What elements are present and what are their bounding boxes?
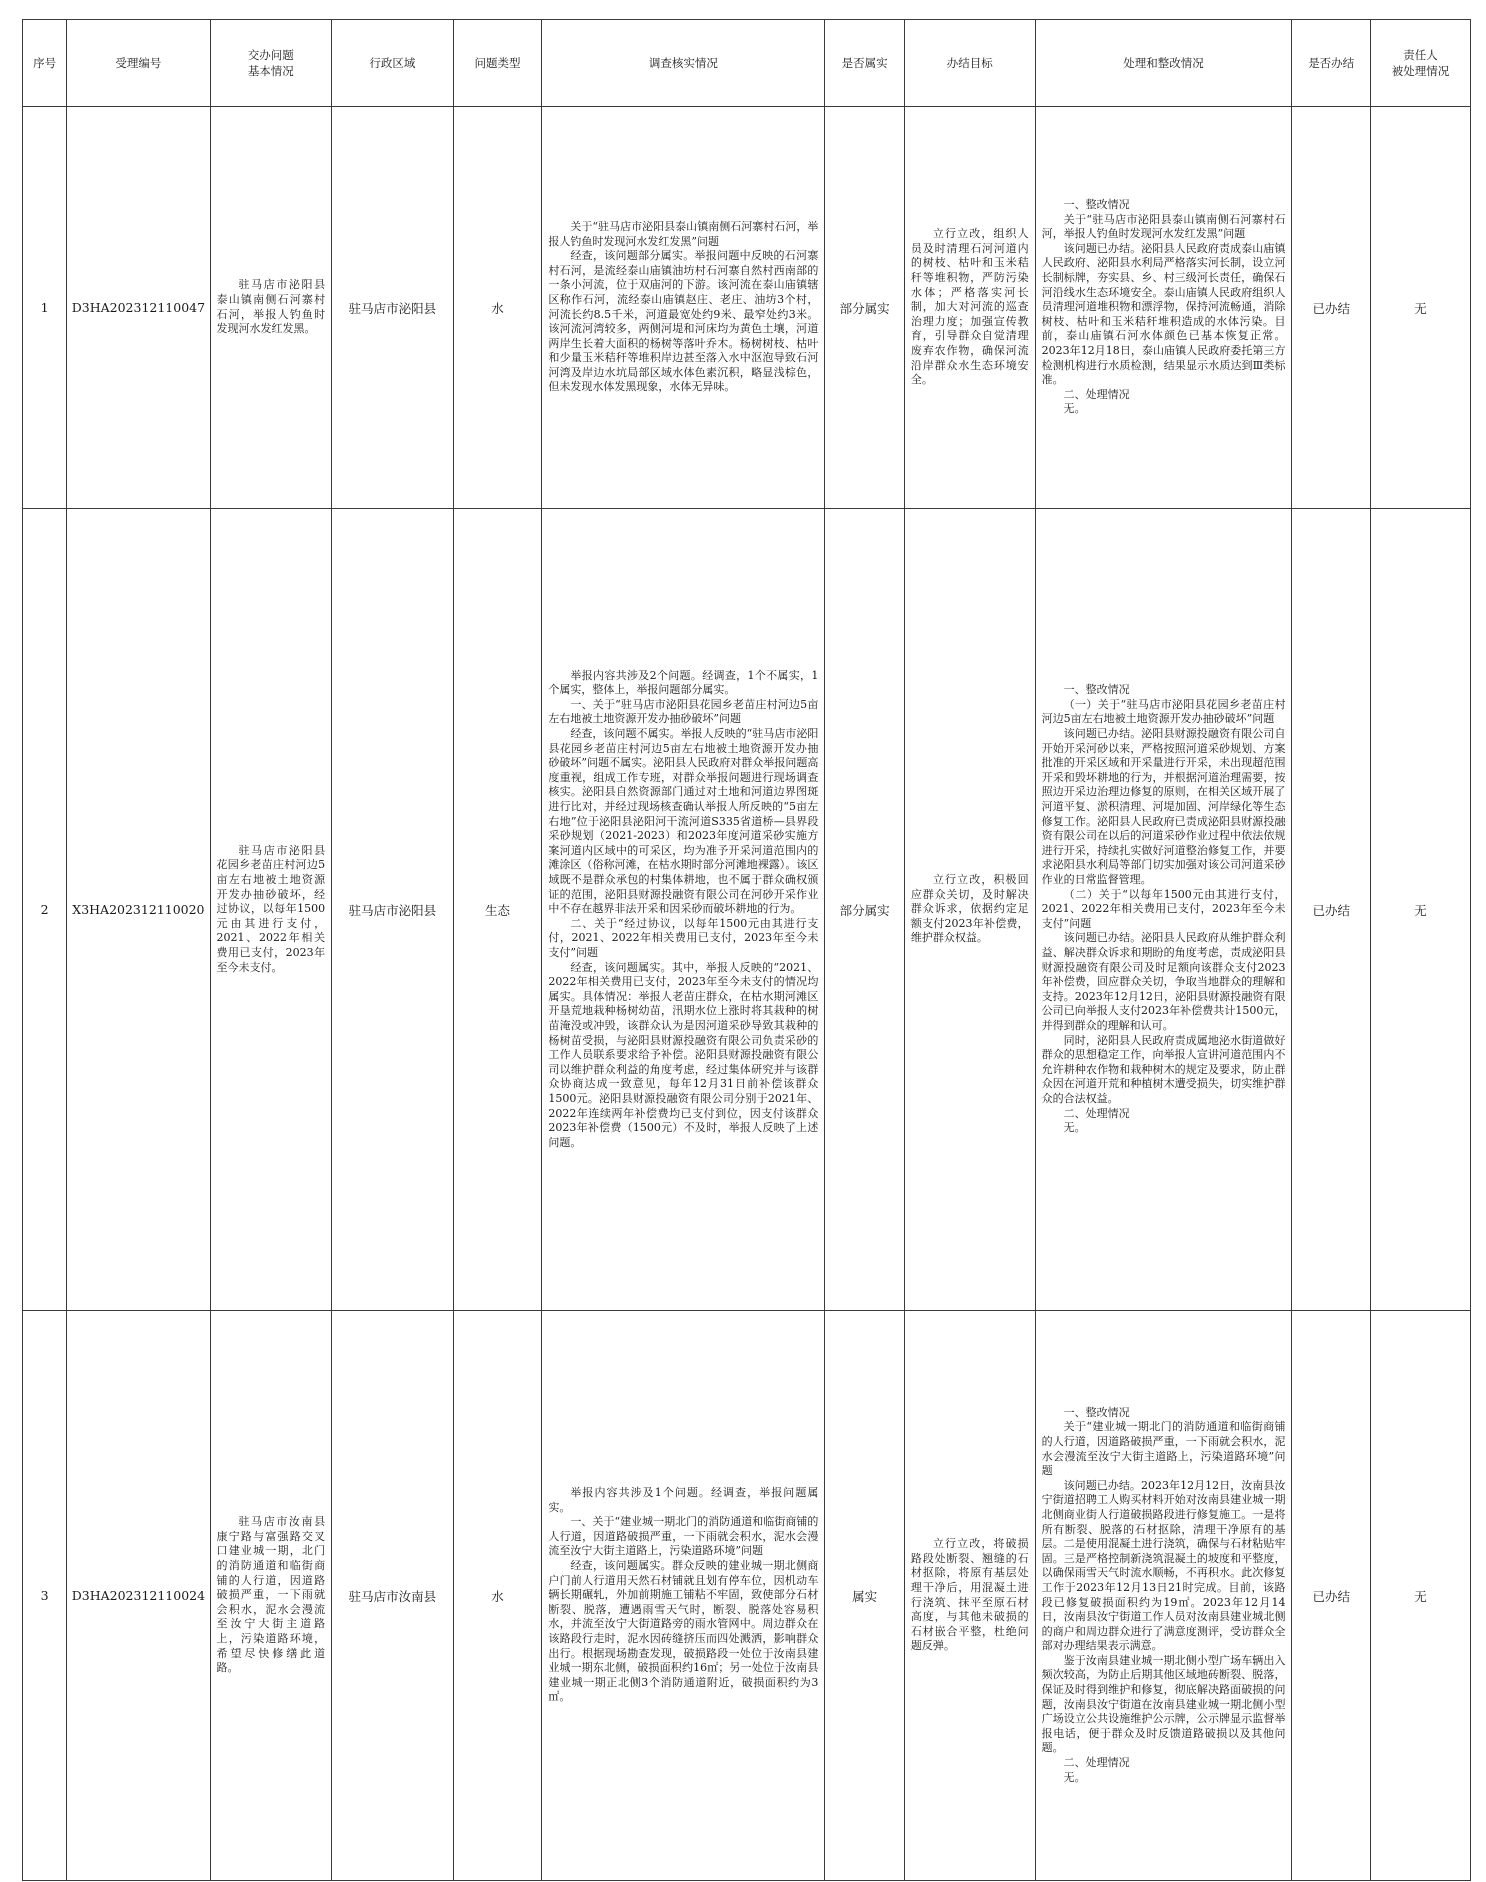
goal-cell — [904, 509, 1035, 1311]
handling-paragraph: 一、整改情况 — [1063, 198, 1130, 212]
handling-paragraph: 鉴于汝南县建业城一期北侧小型广场车辆出入频次较高，为防止后期其他区域地砖断裂、脱落，保证及时得到维护和修复，彻底解决路面破损的问题，汝南县汝宁街道在汝南县建业城一期北侧小型广场设立公共设施维护公示牌，公示牌显示监督举报电话，便于群众及时反馈道路破损以及其他问题。 — [1041, 1653, 1286, 1755]
header-true-or-not: 是否属实 — [825, 20, 905, 107]
header-case-no: 受理编号 — [67, 20, 210, 107]
type-cell: 水 — [453, 1311, 542, 1881]
region-cell: 驻马店市汝南县 — [332, 1311, 454, 1881]
handling-paragraph: 该问题已办结。泌阳县人民政府责成泰山庙镇人民政府、泌阳县水利局严格落实河长制，设立河长制标牌，夯实县、乡、村三级河长责任，确保石河沿线水生态环境安全。泰山庙镇人民政府组织人员清理河道堆积物和漂浮物，保持河流畅通，消除树枝、枯叶和玉米秸秆堆积造成的水体污染。目前，泰山庙镇石河水体颜色已基本恢复正常。2023年12月18日，泰山庙镇人民政府委托第三方检测机构进行水质检测，结果显示水质达到Ⅲ类标准。 — [1041, 241, 1286, 387]
goal-text: 立行立改，组织人员及时清理石河河道内的树枝、枯叶和玉米秸秆等堆积物，严防污染水体；严格落实河长制，加大对河流的巡查治理力度；加强宣传教育，引导群众自觉清理废弃农作物，确保河流沿岸群众水生态环境安全。 — [910, 227, 1029, 387]
investigation-paragraph: 举报内容共涉及2个问题。经调查，1个不属实，1个属实，整体上，举报问题部分属实。 — [548, 668, 819, 697]
investigation-paragraph: 经查，该问题属实。其中，举报人反映的“2021、2022年相关费用已支付，2023年至今未支付的情况均属实。具体情况：举报人老苗庄群众，在枯水期河滩区开垦荒地栽种杨树幼苗，汛期水位上涨时将其栽种的树苗淹没或冲毁，该群众认为是因河道采砂导致其栽种的杨树苗受损，与泌阳县财源投融资有限公司负责采砂的工作人员联系要求给予补偿。泌阳县财源投融资有限公司以维护群众利益的角度考虑，经过集体研究并与该群众协商达成一致意见，每年12月31日前补偿该群众1500元。泌阳县财源投融资有限公司分别于2021年、2022年连续两年补偿费均已支付到位，因支付该群众2023年补偿费（1500元）不及时，举报人反映了上述问题。 — [548, 960, 819, 1149]
seq-cell: 1 — [23, 107, 67, 509]
investigation-paragraph: 一、关于“建业城一期北门的消防通道和临街商铺的人行道，因道路破损严重，一下雨就会积水，泥水会漫流至汝宁大街主道路上，污染道路环境”问题 — [548, 1515, 819, 1558]
type-cell: 水 — [453, 107, 542, 509]
handling-paragraph: 该问题已办结。泌阳县财源投融资有限公司自开始开采河砂以来，严格按照河道采砂规划、方案批准的开采区域和开采量进行开采，未出现超范围开采和毁坏耕地的行为，并根据河道治理需要，按照边开采边治理边修复的原则，在相关区域开展了河道平复、淤积清理、河堤加固、河岸绿化等生态修复工作。泌阳县人民政府已责成泌阳县财源投融资有限公司在以后的河道采砂作业过程中依法依规进行开采，持续扎实做好河道整治修复工作，并要求泌阳县水利局等部门切实加强对该公司河道采砂作业的日常监督管理。 — [1041, 727, 1286, 887]
responsible-cell: 无 — [1370, 1311, 1470, 1881]
handling-paragraph: 同时，泌阳县人民政府责成属地泌水街道做好群众的思想稳定工作，向举报人宣讲河道范围内不允许耕种农作物和栽种树木的规定及要求，防止群众因在河道开荒和种植树木遭受损失，切实维护群众的合法权益。 — [1041, 1033, 1286, 1105]
handling-paragraph: 一、整改情况 — [1063, 1405, 1130, 1419]
investigation-cell — [542, 509, 825, 1311]
handling-paragraph: 二、处理情况 — [1063, 387, 1130, 401]
table-row — [23, 107, 1471, 509]
investigation-paragraph: 经查，该问题不属实。举报人反映的“驻马店市泌阳县花园乡老苗庄村河边5亩左右地被土地资源开发办抽砂破坏”问题不属实。泌阳县人民政府对群众举报问题高度重视，组成工作专班，对群众举报问题进行现场调查核实。泌阳县自然资源部门通过对土地和河道边界图斑进行比对，并经过现场核查确认举报人所反映的“5亩左右地”位于泌阳县泌阳河干流河道S335省道桥—县界段采砂规划（2021-2023）和2023年度河道采砂实施方案河道内区域中的可采区，均为准予开采河道范围内的滩涂区（俗称河滩，在枯水期时部分河滩地裸露）。该区域既不是群众承包的村集体耕地，也不属于群众确权颁证的范围，泌阳县财源投融资有限公司在河砂开采作业中不存在越界非法开采和因采砂而破坏耕地的行为。 — [548, 727, 819, 916]
header-goal: 办结目标 — [904, 20, 1035, 107]
done-cell: 已办结 — [1292, 509, 1370, 1311]
handling-paragraph: 一、整改情况 — [1063, 683, 1130, 697]
handling-paragraph: 该问题已办结。2023年12月12日，汝南县汝宁街道招聘工人购买材料开始对汝南县建业城一期北侧商业街人行道破损路段进行修复施工。一是将所有断裂、脱落的石材抠除，清理干净原有的基层。二是使用混凝土进行浇筑，确保与石材粘贴牢固。三是严格控制新浇筑混凝土的坡度和平整度，以确保雨雪天气时流水顺畅，不再积水。此次修复工作于2023年12月13日21时完成。目前，该路段已修复破损面积约为19㎡。2023年12月14日，汝南县汝宁街道工作人员对汝南县建业城北侧的商户和周边群众进行了满意度测评，受访群众全部对办理结果表示满意。 — [1041, 1478, 1286, 1653]
investigation-cell — [542, 107, 825, 509]
region-cell: 驻马店市泌阳县 — [332, 509, 454, 1311]
done-cell: 已办结 — [1292, 107, 1370, 509]
seq-cell: 3 — [23, 1311, 67, 1881]
goal-cell — [904, 107, 1035, 509]
investigation-paragraph: 经查，该问题属实。群众反映的建业城一期北侧商户门前人行道用天然石材铺就且划有停车位，因机动车辆长期碾轧，外加前期施工铺粘不牢固，致使部分石材断裂、脱落，遭遇雨雪天气时，断裂、脱落处容易积水，并流至汝宁大街道路旁的雨水管网中。周边群众在该路段行走时，泥水因砖缝挤压而四处溅洒，影响群众出行。根据现场勘查发现，破损路段一处位于汝南县建业城一期东北侧，破损面积约16㎡；另一处位于汝南县建业城一期正北侧3个消防通道附近，破损面积约为3㎡。 — [548, 1559, 819, 1704]
header-row — [23, 20, 1471, 107]
handling-paragraph: 关于“建业城一期北门的消防通道和临街商铺的人行道，因道路破损严重，一下雨就会积水，泥水会漫流至汝宁大街主道路上，污染道路环境”问题 — [1041, 1420, 1286, 1478]
handling-paragraph: 关于“驻马店市泌阳县泰山镇南侧石河寨村石河，举报人钓鱼时发现河水发红发黑”问题 — [1041, 212, 1286, 241]
issue-text: 驻马店市泌阳县泰山镇南侧石河寨村石河，举报人钓鱼时发现河水发红发黑。 — [216, 278, 326, 336]
issue-cell — [210, 509, 332, 1311]
handling-cell — [1035, 107, 1292, 509]
table-row — [23, 1311, 1471, 1881]
handling-paragraph: 该问题已办结。泌阳县人民政府从维护群众利益、解决群众诉求和期盼的角度考虑，责成泌阳县财源投融资有限公司及时足额向该群众支付2023年补偿费，回应群众关切，争取当地群众的理解和支持。2023年12月12日，泌阳县财源投融资有限公司已向举报人支付2023年补偿费共计1500元，并得到群众的理解和认可。 — [1041, 931, 1286, 1032]
case-no-cell: D3HA202312110047 — [67, 107, 210, 509]
issue-text: 驻马店市汝南县康宁路与富强路交叉口建业城一期，北门的消防通道和临街商铺的人行道，因道路破损严重，一下雨就会积水，泥水会漫流至汝宁大街主道路上，污染道路环境，希望尽快修缮此道路。 — [216, 1515, 326, 1675]
goal-cell — [904, 1311, 1035, 1881]
issue-cell — [210, 1311, 332, 1881]
handling-paragraph: （一）关于“驻马店市泌阳县花园乡老苗庄村河边5亩左右地被土地资源开发办抽砂破坏”问题 — [1041, 697, 1286, 726]
investigation-paragraph: 一、关于“驻马店市泌阳县花园乡老苗庄村河边5亩左右地被土地资源开发办抽砂破坏”问题 — [548, 697, 819, 726]
true-or-not-cell: 部分属实 — [825, 509, 905, 1311]
header-region: 行政区域 — [332, 20, 454, 107]
responsible-cell: 无 — [1370, 509, 1470, 1311]
case-no-cell: D3HA202312110024 — [67, 1311, 210, 1881]
report-table — [22, 19, 1471, 1881]
table-row — [23, 509, 1471, 1311]
investigation-paragraph: 关于“驻马店市泌阳县泰山镇南侧石河寨村石河，举报人钓鱼时发现河水发红发黑”问题 — [548, 219, 819, 248]
investigation-paragraph: 二、关于“经过协议，以每年1500元由其进行支付，2021、2022年相关费用已支付，2023年至今未支付”问题 — [548, 916, 819, 959]
handling-paragraph: 无。 — [1063, 1770, 1086, 1784]
header-seq: 序号 — [23, 20, 67, 107]
handling-paragraph: 二、处理情况 — [1063, 1106, 1130, 1120]
type-cell: 生态 — [453, 509, 542, 1311]
region-cell: 驻马店市泌阳县 — [332, 107, 454, 509]
handling-cell — [1035, 1311, 1292, 1881]
handling-cell — [1035, 509, 1292, 1311]
responsible-cell: 无 — [1370, 107, 1470, 509]
investigation-cell — [542, 1311, 825, 1881]
handling-paragraph: （二）关于“以每年1500元由其进行支付，2021、2022年相关费用已支付，2023年至今未支付”问题 — [1041, 887, 1286, 930]
header-issue: 交办问题 基本情况 — [210, 20, 332, 107]
goal-text: 立行立改，将破损路段处断裂、翘缝的石材抠除，将原有基层处理干净后，用混凝土进行浇筑、抹平至原石材高度，与其他未破损的石材嵌合平整，杜绝问题反弹。 — [910, 1537, 1029, 1653]
header-responsible: 责任人 被处理情况 — [1370, 20, 1470, 107]
goal-text: 立行立改，积极回应群众关切，及时解决群众诉求，依据约定足额支付2023年补偿费，维护群众权益。 — [910, 873, 1029, 945]
header-investigation: 调查核实情况 — [542, 20, 825, 107]
header-type: 问题类型 — [453, 20, 542, 107]
done-cell: 已办结 — [1292, 1311, 1370, 1881]
case-no-cell: X3HA202312110020 — [67, 509, 210, 1311]
header-handling: 处理和整改情况 — [1035, 20, 1292, 107]
header-done: 是否办结 — [1292, 20, 1370, 107]
handling-paragraph: 二、处理情况 — [1063, 1756, 1130, 1770]
issue-text: 驻马店市泌阳县花园乡老苗庄村河边5亩左右地被土地资源开发办抽砂破坏，经过协议，以每年1500元由其进行支付，2021、2022年相关费用已支付，2023年至今未支付。 — [216, 843, 326, 974]
handling-paragraph: 无。 — [1063, 1121, 1086, 1135]
handling-paragraph: 无。 — [1063, 402, 1086, 416]
issue-cell — [210, 107, 332, 509]
true-or-not-cell: 部分属实 — [825, 107, 905, 509]
investigation-paragraph: 经查，该问题部分属实。举报问题中反映的石河寨村石河，是流经泰山庙镇油坊村石河寨自然村西南部的一条小河流，位于双庙河的下游。该河流在泰山庙镇辖区称作石河，流经泰山庙镇赵庄、老庄、油坊3个村，河流长约8.5千米，河道最宽处约9米、最窄处约3米。该河流河湾较多，两侧河堤和河床均为黄色土壤，河道两岸生长着大面积的杨树等落叶乔木。杨树树枝、枯叶和少量玉米秸秆等堆积岸边甚至落入水中沤泡导致石河河湾及岸边水坑局部区域水体色素沉积，略显浅棕色，但未发现水体发黑现象，水体无异味。 — [548, 249, 819, 394]
investigation-paragraph: 举报内容共涉及1个问题。经调查，举报问题属实。 — [548, 1486, 819, 1514]
true-or-not-cell: 属实 — [825, 1311, 905, 1881]
seq-cell: 2 — [23, 509, 67, 1311]
